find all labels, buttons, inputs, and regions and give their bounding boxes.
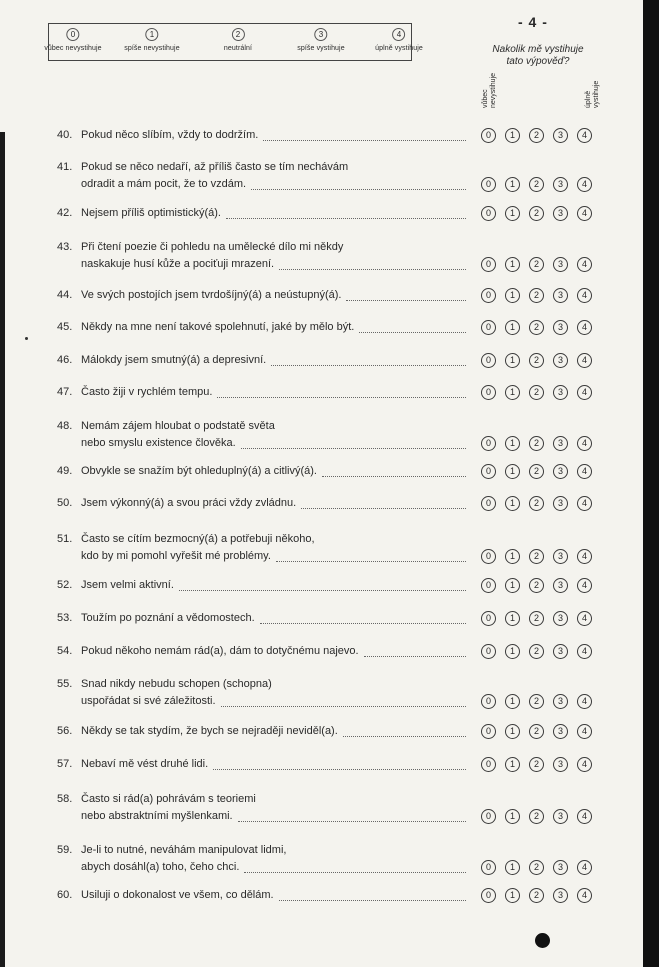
answer-option-2[interactable]: 2 xyxy=(529,694,544,709)
answer-option-2[interactable]: 2 xyxy=(529,724,544,739)
question-header-line1: Nakolik mě vystihuje xyxy=(492,44,584,55)
answer-option-0[interactable]: 0 xyxy=(481,757,496,772)
item-text: Někdy se tak stydím, že bych se nejraději neviděl(a). xyxy=(81,725,338,737)
column-label-right-line1: úplně xyxy=(585,90,592,108)
answer-option-3[interactable]: 3 xyxy=(553,353,568,368)
questionnaire-item xyxy=(0,129,640,154)
item-text: Pokud se něco nedaří, až příliš často se tím nechávám xyxy=(81,161,349,173)
dotted-leader xyxy=(260,623,466,624)
questionnaire-item xyxy=(0,321,640,346)
answer-option-4[interactable]: 4 xyxy=(577,464,592,479)
dotted-leader xyxy=(271,365,466,366)
answer-option-0[interactable]: 0 xyxy=(481,578,496,593)
answer-option-0[interactable]: 0 xyxy=(481,257,496,272)
answer-option-4[interactable]: 4 xyxy=(577,757,592,772)
legend-number: 4 xyxy=(393,28,406,41)
answer-option-2[interactable]: 2 xyxy=(529,128,544,143)
answer-option-2[interactable]: 2 xyxy=(529,809,544,824)
question-header xyxy=(468,44,608,68)
answer-option-1[interactable]: 1 xyxy=(505,206,520,221)
answer-option-3[interactable]: 3 xyxy=(553,694,568,709)
item-text: nebo abstraktními myšlenkami. xyxy=(81,810,233,822)
answer-option-0[interactable]: 0 xyxy=(481,464,496,479)
corner-mark xyxy=(535,933,550,948)
item-number: 58. xyxy=(57,793,73,805)
item-number: 50. xyxy=(57,497,73,509)
answer-option-0[interactable]: 0 xyxy=(481,177,496,192)
item-number: 44. xyxy=(57,289,73,301)
legend-label: neutrální xyxy=(223,45,253,52)
dotted-leader xyxy=(244,872,466,873)
answer-option-0[interactable]: 0 xyxy=(481,353,496,368)
answer-option-1[interactable]: 1 xyxy=(505,496,520,511)
answer-option-0[interactable]: 0 xyxy=(481,644,496,659)
answer-option-4[interactable]: 4 xyxy=(577,128,592,143)
item-number: 57. xyxy=(57,758,73,770)
item-number: 41. xyxy=(57,161,73,173)
item-text: odradit a mám pocit, že to vzdám. xyxy=(81,178,247,190)
answer-option-0[interactable]: 0 xyxy=(481,496,496,511)
answer-option-2[interactable]: 2 xyxy=(529,257,544,272)
item-text: Nejsem příliš optimistický(á). xyxy=(81,207,221,219)
answer-option-1[interactable]: 1 xyxy=(505,177,520,192)
answer-option-4[interactable]: 4 xyxy=(577,353,592,368)
answer-option-3[interactable]: 3 xyxy=(553,496,568,511)
legend-label: spíše vystihuje xyxy=(297,45,345,52)
item-text: Ve svých postojích jsem tvrdošíjný(á) a neústupný(á). xyxy=(81,289,342,301)
item-number: 53. xyxy=(57,612,73,624)
dotted-leader xyxy=(251,189,466,190)
questionnaire-item xyxy=(0,241,640,283)
item-text: Usiluji o dokonalost ve všem, co dělám. xyxy=(81,889,274,901)
item-text: Pokud něco slíbím, vždy to dodržím. xyxy=(81,129,259,141)
answer-option-3[interactable]: 3 xyxy=(553,724,568,739)
answer-option-4[interactable]: 4 xyxy=(577,611,592,626)
item-number: 45. xyxy=(57,321,73,333)
item-number: 60. xyxy=(57,889,73,901)
dotted-leader xyxy=(359,332,466,333)
answer-option-3[interactable]: 3 xyxy=(553,611,568,626)
page-number: - 4 - xyxy=(518,14,548,30)
legend-number: 0 xyxy=(66,28,79,41)
scan-edge-right xyxy=(643,0,659,967)
legend-number: 3 xyxy=(314,28,327,41)
item-text: Pokud někoho nemám rád(a), dám to dotyčnému najevo. xyxy=(81,645,359,657)
item-text: Jsem velmi aktivní. xyxy=(81,579,174,591)
answer-option-1[interactable]: 1 xyxy=(505,578,520,593)
answer-option-0[interactable]: 0 xyxy=(481,206,496,221)
column-label-left-line2: nevystihuje xyxy=(490,72,497,108)
answer-option-1[interactable]: 1 xyxy=(505,644,520,659)
legend-number: 1 xyxy=(146,28,159,41)
answer-option-3[interactable]: 3 xyxy=(553,288,568,303)
answer-option-3[interactable]: 3 xyxy=(553,464,568,479)
item-text: Nebaví mě vést druhé lidi. xyxy=(81,758,209,770)
item-text: Často se cítím bezmocný(á) a potřebuji někoho, xyxy=(81,533,315,545)
answer-option-2[interactable]: 2 xyxy=(529,177,544,192)
item-number: 46. xyxy=(57,354,73,366)
answer-option-1[interactable]: 1 xyxy=(505,320,520,335)
questionnaire-item xyxy=(0,161,640,203)
answer-option-3[interactable]: 3 xyxy=(553,320,568,335)
answer-option-2[interactable]: 2 xyxy=(529,860,544,875)
item-text: Někdy na mne není takové spolehnutí, jaké by mělo být. xyxy=(81,321,355,333)
answer-option-4[interactable]: 4 xyxy=(577,888,592,903)
answer-option-4[interactable]: 4 xyxy=(577,257,592,272)
answer-option-3[interactable]: 3 xyxy=(553,128,568,143)
questionnaire-item xyxy=(0,645,640,670)
questionnaire-item xyxy=(0,725,640,750)
questionnaire-item xyxy=(0,678,640,720)
answer-option-1[interactable]: 1 xyxy=(505,464,520,479)
item-number: 56. xyxy=(57,725,73,737)
answer-option-4[interactable]: 4 xyxy=(577,549,592,564)
column-label-left xyxy=(482,73,498,108)
item-number: 40. xyxy=(57,129,73,141)
answer-option-2[interactable]: 2 xyxy=(529,578,544,593)
answer-option-4[interactable]: 4 xyxy=(577,860,592,875)
answer-option-1[interactable]: 1 xyxy=(505,724,520,739)
questionnaire-item xyxy=(0,207,640,232)
dotted-leader xyxy=(346,300,466,301)
item-number: 49. xyxy=(57,465,73,477)
answer-option-4[interactable]: 4 xyxy=(577,206,592,221)
answer-option-2[interactable]: 2 xyxy=(529,436,544,451)
answer-option-3[interactable]: 3 xyxy=(553,549,568,564)
questionnaire-item xyxy=(0,420,640,462)
answer-option-1[interactable]: 1 xyxy=(505,809,520,824)
item-number: 47. xyxy=(57,386,73,398)
questionnaire-item xyxy=(0,758,640,783)
item-number: 48. xyxy=(57,420,73,432)
answer-option-0[interactable]: 0 xyxy=(481,385,496,400)
column-label-left-line1: vůbec xyxy=(482,89,489,108)
questionnaire-item xyxy=(0,533,640,575)
answer-option-0[interactable]: 0 xyxy=(481,288,496,303)
answer-option-0[interactable]: 0 xyxy=(481,436,496,451)
answer-option-2[interactable]: 2 xyxy=(529,320,544,335)
item-text: Jsem výkonný(á) a svou práci vždy zvládnu. xyxy=(81,497,297,509)
answer-option-1[interactable]: 1 xyxy=(505,353,520,368)
answer-option-2[interactable]: 2 xyxy=(529,644,544,659)
item-text: Je-li to nutné, neváhám manipulovat lidmi, xyxy=(81,844,287,856)
legend-item xyxy=(375,28,423,52)
answer-option-0[interactable]: 0 xyxy=(481,549,496,564)
answer-option-3[interactable]: 3 xyxy=(553,578,568,593)
answer-option-4[interactable]: 4 xyxy=(577,694,592,709)
answer-option-1[interactable]: 1 xyxy=(505,888,520,903)
answer-option-4[interactable]: 4 xyxy=(577,385,592,400)
questionnaire-item xyxy=(0,354,640,379)
answer-option-0[interactable]: 0 xyxy=(481,611,496,626)
item-text: abych dosáhl(a) toho, čeho chci. xyxy=(81,861,240,873)
answer-option-1[interactable]: 1 xyxy=(505,611,520,626)
questionnaire-item xyxy=(0,289,640,314)
questionnaire-item xyxy=(0,497,640,522)
questionnaire-item xyxy=(0,579,640,604)
answer-option-1[interactable]: 1 xyxy=(505,549,520,564)
dotted-leader xyxy=(279,269,466,270)
dotted-leader xyxy=(343,736,466,737)
answer-option-0[interactable]: 0 xyxy=(481,320,496,335)
dotted-leader xyxy=(238,821,466,822)
item-number: 55. xyxy=(57,678,73,690)
answer-option-0[interactable]: 0 xyxy=(481,888,496,903)
column-label-right xyxy=(585,81,601,108)
item-text: nebo smyslu existence člověka. xyxy=(81,437,236,449)
answer-option-2[interactable]: 2 xyxy=(529,888,544,903)
answer-option-0[interactable]: 0 xyxy=(481,724,496,739)
answer-option-1[interactable]: 1 xyxy=(505,436,520,451)
item-number: 59. xyxy=(57,844,73,856)
dotted-leader xyxy=(301,508,466,509)
answer-option-2[interactable]: 2 xyxy=(529,206,544,221)
answer-option-0[interactable]: 0 xyxy=(481,128,496,143)
answer-option-3[interactable]: 3 xyxy=(553,809,568,824)
answer-option-1[interactable]: 1 xyxy=(505,694,520,709)
answer-option-1[interactable]: 1 xyxy=(505,128,520,143)
scan-speck xyxy=(25,337,28,340)
item-text: Málokdy jsem smutný(á) a depresivní. xyxy=(81,354,267,366)
dotted-leader xyxy=(179,590,466,591)
answer-option-1[interactable]: 1 xyxy=(505,288,520,303)
answer-option-2[interactable]: 2 xyxy=(529,288,544,303)
answer-option-0[interactable]: 0 xyxy=(481,860,496,875)
questionnaire-item xyxy=(0,612,640,637)
answer-option-1[interactable]: 1 xyxy=(505,257,520,272)
answer-option-2[interactable]: 2 xyxy=(529,385,544,400)
item-text: naskakuje husí kůže a pociťuji mrazení. xyxy=(81,258,275,270)
legend-label: spíše nevystihuje xyxy=(124,45,180,52)
item-text: Při čtení poezie či pohledu na umělecké dílo mi někdy xyxy=(81,241,344,253)
legend-item xyxy=(124,28,179,52)
answer-option-4[interactable]: 4 xyxy=(577,436,592,451)
answer-option-3[interactable]: 3 xyxy=(553,436,568,451)
answer-option-2[interactable]: 2 xyxy=(529,549,544,564)
item-text: Snad nikdy nebudu schopen (schopna) xyxy=(81,678,272,690)
dotted-leader xyxy=(217,397,466,398)
answer-option-4[interactable]: 4 xyxy=(577,644,592,659)
item-text: kdo by mi pomohl vyřešit mé problémy. xyxy=(81,550,271,562)
questionnaire-item xyxy=(0,889,640,914)
answer-option-4[interactable]: 4 xyxy=(577,496,592,511)
item-text: Nemám zájem hloubat o podstatě světa xyxy=(81,420,275,432)
column-label-right-line2: vystihuje xyxy=(593,80,600,108)
answer-option-3[interactable]: 3 xyxy=(553,860,568,875)
answer-option-2[interactable]: 2 xyxy=(529,464,544,479)
dotted-leader xyxy=(221,706,466,707)
item-number: 43. xyxy=(57,241,73,253)
item-text: Často žiji v rychlém tempu. xyxy=(81,386,213,398)
item-number: 54. xyxy=(57,645,73,657)
item-number: 42. xyxy=(57,207,73,219)
answer-option-3[interactable]: 3 xyxy=(553,177,568,192)
answer-option-1[interactable]: 1 xyxy=(505,860,520,875)
answer-option-3[interactable]: 3 xyxy=(553,644,568,659)
questionnaire-item xyxy=(0,793,640,835)
questionnaire-item xyxy=(0,386,640,411)
answer-option-2[interactable]: 2 xyxy=(529,353,544,368)
answer-option-0[interactable]: 0 xyxy=(481,809,496,824)
answer-option-4[interactable]: 4 xyxy=(577,724,592,739)
answer-option-3[interactable]: 3 xyxy=(553,206,568,221)
item-number: 51. xyxy=(57,533,73,545)
dotted-leader xyxy=(276,561,466,562)
answer-option-0[interactable]: 0 xyxy=(481,694,496,709)
legend-item xyxy=(297,28,344,52)
dotted-leader xyxy=(241,448,466,449)
answer-option-4[interactable]: 4 xyxy=(577,320,592,335)
dotted-leader xyxy=(322,476,466,477)
questionnaire-item xyxy=(0,465,640,490)
legend-item xyxy=(44,28,101,52)
dotted-leader xyxy=(364,656,466,657)
dotted-leader xyxy=(279,900,466,901)
questionnaire-item xyxy=(0,844,640,886)
answer-option-4[interactable]: 4 xyxy=(577,578,592,593)
answer-option-1[interactable]: 1 xyxy=(505,385,520,400)
legend-label: úplně vystihuje xyxy=(375,45,423,52)
answer-option-3[interactable]: 3 xyxy=(553,888,568,903)
item-text: Toužím po poznání a vědomostech. xyxy=(81,612,255,624)
answer-option-3[interactable]: 3 xyxy=(553,757,568,772)
dotted-leader xyxy=(263,140,466,141)
answer-option-1[interactable]: 1 xyxy=(505,757,520,772)
item-text: uspořádat si své záležitosti. xyxy=(81,695,216,707)
legend-number: 2 xyxy=(232,28,245,41)
item-text: Obvykle se snažím být ohleduplný(á) a citlivý(á). xyxy=(81,465,317,477)
answer-option-4[interactable]: 4 xyxy=(577,288,592,303)
legend-label: vůbec nevystihuje xyxy=(44,45,102,52)
item-number: 52. xyxy=(57,579,73,591)
answer-option-2[interactable]: 2 xyxy=(529,496,544,511)
scale-legend xyxy=(44,23,423,61)
dotted-leader xyxy=(213,769,466,770)
answer-option-3[interactable]: 3 xyxy=(553,385,568,400)
answer-option-2[interactable]: 2 xyxy=(529,611,544,626)
legend-item xyxy=(224,28,252,52)
question-header-line2: tato výpověď? xyxy=(506,56,570,67)
answer-option-4[interactable]: 4 xyxy=(577,809,592,824)
item-text: Často si rád(a) pohrávám s teoriemi xyxy=(81,793,256,805)
answer-option-2[interactable]: 2 xyxy=(529,757,544,772)
answer-option-3[interactable]: 3 xyxy=(553,257,568,272)
dotted-leader xyxy=(226,218,466,219)
answer-option-4[interactable]: 4 xyxy=(577,177,592,192)
